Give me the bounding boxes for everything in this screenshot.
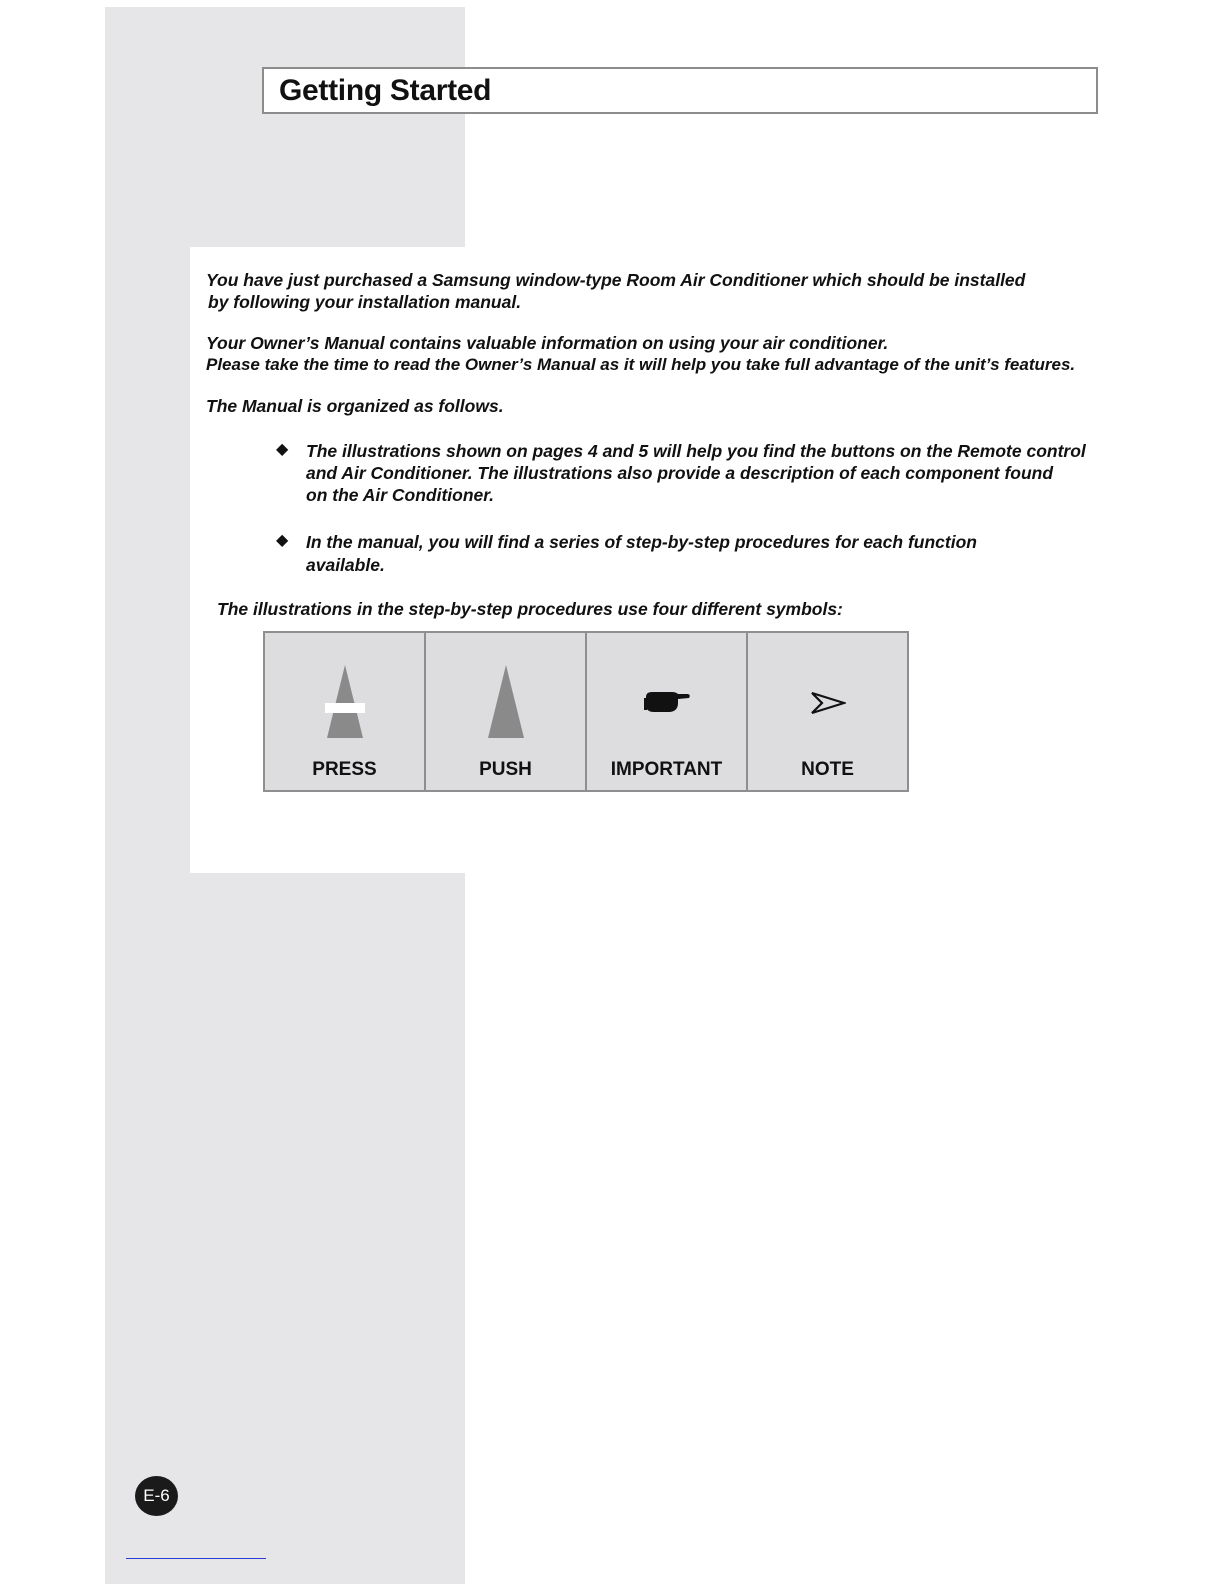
owners-line-1: Your Owner’s Manual contains valuable information on using your air conditioner. bbox=[206, 333, 889, 353]
organized-line: The Manual is organized as follows. bbox=[206, 396, 504, 416]
bullet-1-line-2: and Air Conditioner. The illustrations also provide a description of each component found bbox=[306, 463, 1054, 483]
symbol-label: IMPORTANT bbox=[610, 759, 723, 780]
bullet-1-line-1: The illustrations shown on pages 4 and 5 will help you find the buttons on the Remote control bbox=[306, 441, 1086, 461]
page-number-badge bbox=[135, 1476, 178, 1516]
press-triangle-icon bbox=[325, 665, 365, 741]
bullet-icon: ◆ bbox=[276, 441, 289, 458]
intro-line-2: by following your installation manual. bbox=[208, 292, 522, 312]
bullet-2-line-2: available. bbox=[306, 555, 385, 575]
push-triangle-icon bbox=[486, 665, 526, 741]
page-number: E-6 bbox=[143, 1486, 170, 1505]
owners-line-2: Please take the time to read the Owner’s Manual as it will help you take full advantage of the unit’s features. bbox=[206, 355, 1076, 374]
symbol-cell-important bbox=[587, 633, 748, 790]
bullet-2-line-1: In the manual, you will find a series of step-by-step procedures for each function bbox=[306, 532, 977, 552]
symbol-cell-push bbox=[426, 633, 587, 790]
bullet-1-line-3: on the Air Conditioner. bbox=[306, 485, 494, 505]
symbol-cell-note bbox=[748, 633, 907, 790]
page-title: Getting Started bbox=[279, 74, 492, 107]
intro-line-1: You have just purchased a Samsung window-type Room Air Conditioner which should be installed bbox=[206, 270, 1026, 290]
footer-link-line bbox=[126, 1558, 266, 1559]
title-box bbox=[262, 67, 1098, 114]
pointing-hand-icon bbox=[642, 689, 692, 717]
symbol-cell-press bbox=[265, 633, 426, 790]
symbol-label: PUSH bbox=[479, 759, 532, 780]
bullet-icon: ◆ bbox=[276, 532, 289, 549]
symbol-label: PRESS bbox=[312, 759, 377, 780]
arrowhead-icon bbox=[810, 691, 846, 715]
symbols-table bbox=[263, 631, 909, 792]
symbol-label: NOTE bbox=[801, 759, 854, 780]
symbols-intro: The illustrations in the step-by-step procedures use four different symbols: bbox=[217, 599, 843, 619]
